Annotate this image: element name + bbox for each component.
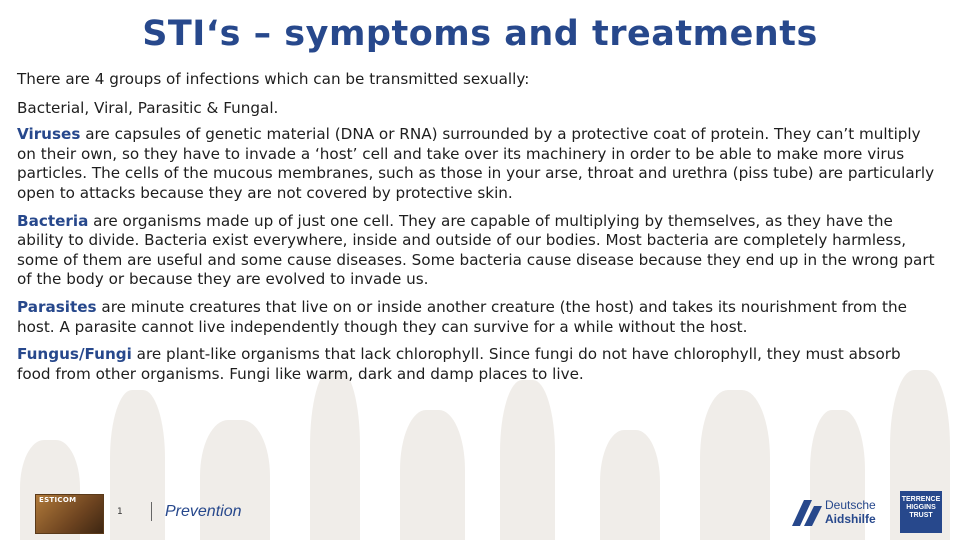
section-label: Prevention (165, 503, 242, 520)
groups-text: Bacterial, Viral, Parasitic & Fungal. (17, 98, 279, 117)
page-title: STI‘s – symptoms and treatments (142, 14, 818, 54)
fungi-term: Fungus/Fungi (17, 345, 132, 364)
bacteria-text: are organisms made up of just one cell. They are capable of multiplying by themselves, as they have the ability to divide. Bacteria exist everywhere, inside and outside of our bodies. Most bacteria are completely harmless, some of them are useful and some cause diseases. Some bacteria cause disease because they end up in the wrong part of the body or because they are evolved to invade us. (17, 211, 935, 289)
tht-logo-text: TERRENCE HIGGINS TRUST (901, 496, 941, 519)
esticom-logo-text: ESTICOM (39, 496, 77, 504)
intro-text: There are 4 groups of infections which can be transmitted sexually: (17, 70, 530, 88)
parasites-paragraph (17, 298, 939, 337)
viruses-term: Viruses (17, 125, 81, 144)
bacteria-paragraph (17, 212, 939, 290)
terrence-higgins-trust-logo (900, 491, 942, 533)
page-number: 1 (117, 507, 123, 517)
viruses-paragraph (17, 125, 939, 203)
body-text (17, 70, 939, 392)
parasites-term: Parasites (17, 297, 97, 316)
parasites-text: are minute creatures that live on or inside another creature (the host) and takes its nourishment from the host. A parasite cannot live independently though they can survive for a while without the host. (17, 297, 907, 336)
footer-divider (151, 502, 152, 521)
bacteria-term: Bacteria (17, 211, 89, 230)
esticom-logo (35, 494, 104, 534)
aidshilfe-mark-icon (792, 500, 822, 526)
aidshilfe-line1: Deutsche (825, 498, 876, 512)
fungi-paragraph (17, 345, 939, 384)
viruses-text: are capsules of genetic material (DNA or RNA) surrounded by a protective coat of protein. They can’t multiply on their own, so they have to invade a ‘host’ cell and take over its machinery in order to be able to make more virus particles. The cells of the mucous membranes, such as those in your arse, throat and urethra (piss tube) are particularly open to attacks because they are not covered by protective skin. (17, 125, 935, 202)
fungi-text: are plant-like organisms that lack chlorophyll. Since fungi do not have chlorophyll, they must absorb food from other organisms. Fungi like warm, dark and damp places to live. (17, 345, 901, 383)
aidshilfe-line2: Aidshilfe (825, 512, 876, 526)
deutsche-aidshilfe-logo (792, 496, 888, 530)
